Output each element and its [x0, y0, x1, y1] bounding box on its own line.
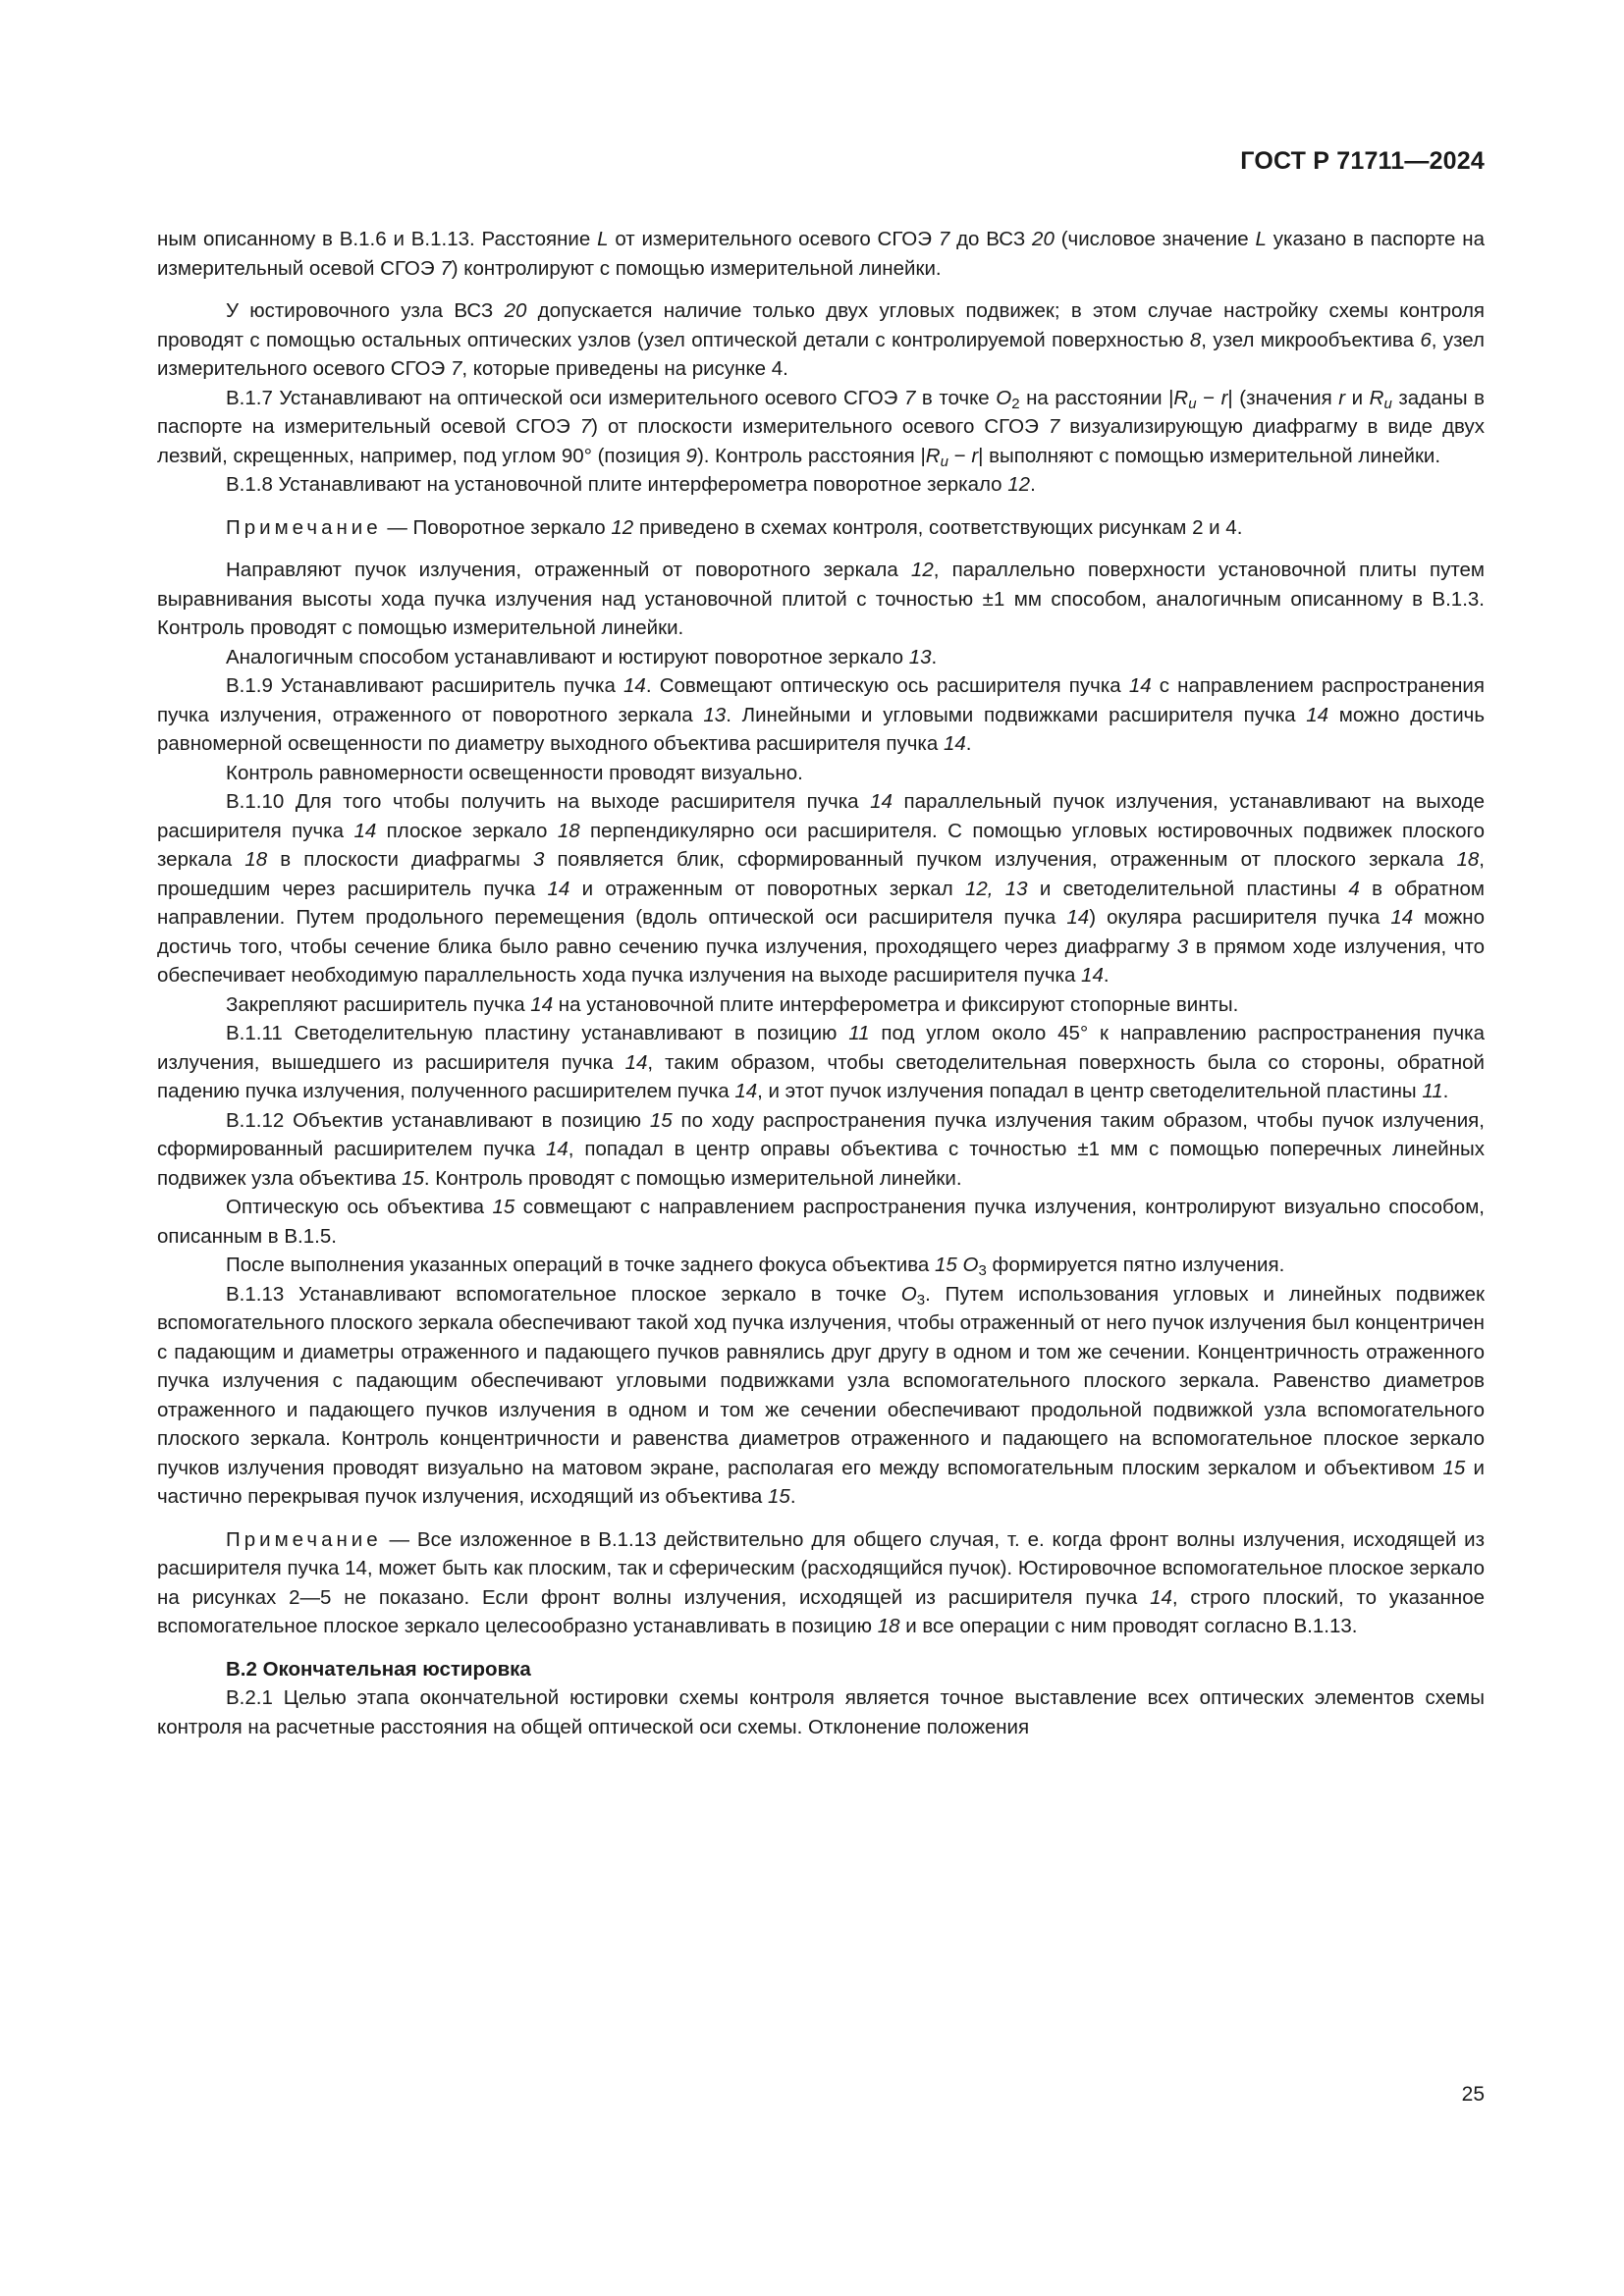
- paragraph-optical-axis: Оптическую ось объектива 15 совмещают с направлением распространения пучка излучения, контролируют визуально способом, описанным в В.1.5.: [157, 1196, 1485, 1248]
- paragraph-b-1-12: В.1.12 Объектив устанавливают в позицию 15 по ходу распространения пучка излучения таким образом, чтобы пучок излучения, сформированный расширителем пучка 14, попадал в центр оправы объектива с точностью ±1 мм с помощью поперечных линейных подвижек узла объектива 15. Контроль проводят с помощью измерительной линейки.: [157, 1108, 1486, 1190]
- paragraph-adjustment-node: У юстировочного узла ВСЗ 20 допускается наличие только двух угловых подвижек; в этом случае настройку схемы контроля проводят с помощью остальных оптических узлов (узел оптической детали с контролируемой поверхностью 8, узел микрообъектива 6, узел измерительного осевого СГОЭ 7, которые приведены на рисунке 4.: [157, 299, 1486, 380]
- paragraph-b-1-7: В.1.7 Устанавливают на оптической оси измерительного осевого СГОЭ 7 в точке $O_2$ на расстоянии $|R_u - r|$ (значения r и $R_u$ заданы в паспорте на измерительный осевой СГОЭ 7) от плоскости измерительного осевого СГОЭ 7 визуализирующую диафрагму в виде двух лезвий, скрещенных, например, под углом 90° (позиция 9). Контроль расстояния $|R_u - r|$ выполняют с помощью измерительной линейки.: [157, 386, 1485, 470]
- paragraph-uniformity: Контроль равномерности освещенности проводят визуально.: [226, 761, 803, 784]
- paragraph-b-2-1: В.2.1 Целью этапа окончательной юстировки схемы контроля является точное выставление всех оптических элементов схемы контроля на расчетные расстояния на общей оптической оси схемы. Отклонение положения: [157, 1686, 1485, 1738]
- paragraph-b-1-10: В.1.10 Для того чтобы получить на выходе расширителя пучка 14 параллельный пучок излучения, устанавливают на выходе расширителя пучка 14 плоское зеркало 18 перпендикулярно оси расширителя. С помощью угловых юстировочных подвижек плоского зеркала 18 в плоскости диафрагмы 3 появляется блик, сформированный пучком излучения, отраженным от плоского зеркала 18, прошедшим через расширитель пучка 14 и отраженным от поворотных зеркал 12, 13 и светоделительной пластины 4 в обратном направлении. Путем продольного перемещения (вдоль оптической оси расширителя пучка 14) окуляра расширителя пучка 14 можно достичь того, чтобы сечение блика было равно сечению пучка излучения, проходящего через диафрагму 3 в прямом ходе излучения, что обеспечивает необходимую параллельность хода пучка излучения на выходе расширителя пучка 14.: [157, 790, 1486, 987]
- paragraph-continuation: ным описанному в В.1.6 и В.1.13. Расстояние L от измерительного осевого СГОЭ 7 до ВСЗ 20 (числовое значение L указано в паспорте на измерительный осевой СГОЭ 7) контролируют с помощью измерительной линейки.: [157, 228, 1486, 280]
- document-number: ГОСТ Р 71711—2024: [1240, 147, 1485, 175]
- page-number: 25: [1461, 2083, 1485, 2106]
- paragraph-focus-spot: После выполнения указанных операций в точке заднего фокуса объектива 15 $O_3$ формируется пятно излучения.: [226, 1254, 1285, 1279]
- paragraph-b-1-13: В.1.13 Устанавливают вспомогательное плоское зеркало в точке $O_3$. Путем использования угловых и линейных подвижек вспомогательного плоского зеркала обеспечивают такой ход пучка излучения, чтобы отраженный от него пучок излучения был концентричен с падающим и диаметры отраженного и падающего пучков равнялись друг другу в одном и том же сечении. Концентричность отраженного пучка излучения с падающим обеспечивают угловыми подвижками узла вспомогательного плоского зеркала. Равенство диаметров отраженного и падающего пучков излучения в одном и том же сечении обеспечивают продольной подвижкой узла вспомогательного плоского зеркала. Контроль концентричности и равенства диаметров отраженного и падающего на вспомогательное плоское зеркало пучков излучения проводят визуально на матовом экране, располагая его между вспомогательным плоским зеркалом и объективом 15 и частично перекрывая пучок излучения, исходящий из объектива 15.: [157, 1282, 1485, 1508]
- paragraph-similar-mirror: Аналогичным способом устанавливают и юстируют поворотное зеркало 13.: [226, 645, 938, 668]
- paragraph-direct-beam: Направляют пучок излучения, отраженный от поворотного зеркала 12, параллельно поверхности установочной плиты путем выравнивания высоты хода пучка излучения над установочной плитой с точностью ±1 мм способом, аналогичным описанному в В.1.3. Контроль проводят с помощью измерительной линейки.: [157, 559, 1485, 639]
- page-body: [157, 225, 1485, 1741]
- section-heading-b-2: В.2 Окончательная юстировка: [226, 1657, 531, 1681]
- note-label: Примечание: [226, 1527, 382, 1551]
- paragraph-b-1-11: В.1.11 Светоделительную пластину устанавливают в позицию 11 под углом около 45° к направлению распространения пучка излучения, вышедшего из расширителя пучка 14, таким образом, чтобы светоделительная поверхность была со стороны, обратной падению пучка излучения, полученного расширителем пучка 14, и этот пучок излучения попадал в центр светоделительной пластины 11.: [157, 1022, 1485, 1102]
- note-label: Примечание: [226, 515, 382, 539]
- paragraph-b-1-8: В.1.8 Устанавливают на установочной плите интерферометра поворотное зеркало 12.: [226, 473, 1036, 496]
- paragraph-fix-expander: Закрепляют расширитель пучка 14 на установочной плите интерферометра и фиксируют стопорные винты.: [226, 992, 1239, 1016]
- paragraph-b-1-9: В.1.9 Устанавливают расширитель пучка 14. Совмещают оптическую ось расширителя пучка 14 с направлением распространения пучка излучения, отраженного от поворотного зеркала 13. Линейными и угловыми подвижками расширителя пучка 14 можно достичь равномерной освещенности по диаметру выходного объектива расширителя пучка 14.: [157, 674, 1486, 755]
- note-2: Примечание — Все изложенное в В.1.13 действительно для общего случая, т. е. когда фронт волны излучения, исходящей из расширителя пучка 14, может быть как плоским, так и сферическим (расходящийся пучок). Юстировочное вспомогательное плоское зеркало на рисунках 2—5 не показано. Если фронт волны излучения, исходящей из расширителя пучка 14, строго плоский, то указанное вспомогательное плоское зеркало целесообразно устанавливать в позицию 18 и все операции с ним проводят согласно В.1.13.: [157, 1527, 1485, 1637]
- note-1: Примечание — Поворотное зеркало 12 приведено в схемах контроля, соответствующих рисункам 2 и 4.: [226, 515, 1243, 539]
